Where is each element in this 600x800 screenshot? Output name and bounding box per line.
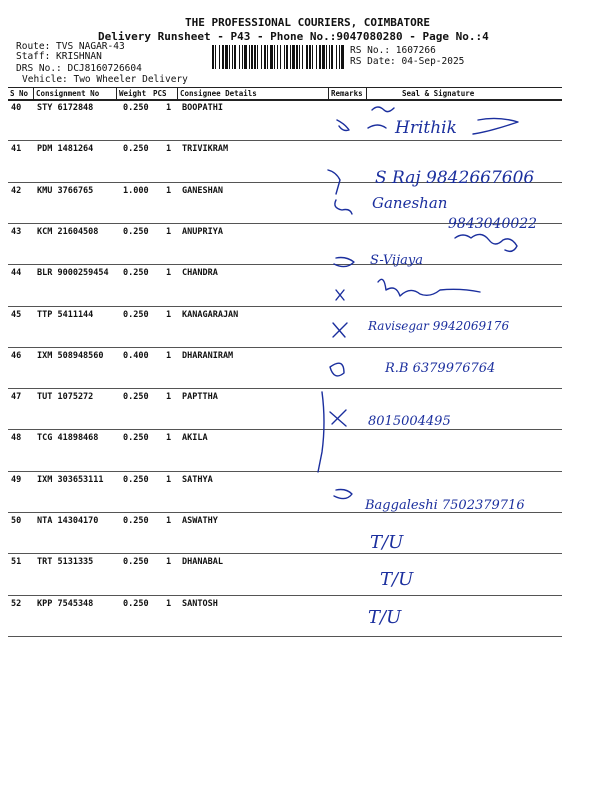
row-weight: 0.400 [123, 350, 149, 361]
row-consignment-no: PDM 1481264 [37, 144, 94, 155]
row-consignment-no: NTA 14304170 [37, 516, 99, 526]
tu-mark-50: T/U [370, 532, 404, 553]
signature-49: Baggaleshi 7502379716 [365, 498, 525, 513]
col-header-consignee: Consignee Details [180, 89, 257, 98]
row-pcs: 1 [166, 516, 172, 526]
row-consignee: ASWATHY [182, 516, 218, 526]
row-pcs: 1 [166, 103, 172, 113]
row-consignment-no: TRT 5131335 [37, 557, 94, 568]
staff-label: Staff: KRISHNAN [16, 51, 102, 62]
signature-46: R.B 6379976764 [385, 361, 496, 376]
row-pcs: 1 [166, 226, 172, 237]
row-consignee: AKILA [182, 433, 208, 444]
signature-41: S Raj 9842667606 [375, 168, 535, 188]
row-consignment-no: TTP 5411144 [37, 309, 94, 320]
row-sno: 50 [11, 516, 22, 526]
row-weight: 1.000 [123, 185, 149, 196]
route-label: Route: TVS NAGAR-43 [16, 41, 125, 52]
row-pcs: 1 [166, 309, 172, 320]
col-header-sno: S No [10, 89, 29, 98]
row-consignee: PAPTTHA [182, 392, 218, 403]
row-weight: 0.250 [123, 144, 149, 155]
row-consignment-no: TUT 1075272 [37, 392, 94, 403]
row-consignee: KANAGARAJAN [182, 309, 239, 320]
row-pcs: 1 [166, 144, 172, 155]
row-sno: 47 [11, 392, 22, 403]
row-sno: 51 [11, 557, 22, 568]
signature-45: Ravisegar 9942069176 [368, 319, 510, 333]
row-weight: 0.250 [123, 598, 149, 609]
row-weight: 0.250 [123, 516, 149, 526]
row-sno: 40 [11, 103, 22, 113]
signature-47: 8015004495 [368, 414, 451, 429]
row-pcs: 1 [166, 474, 172, 485]
signature-42: Ganeshan [372, 194, 448, 212]
row-consignee: DHANABAL [182, 557, 223, 568]
tu-mark-51: T/U [380, 569, 414, 590]
row-pcs: 1 [166, 433, 172, 444]
row-consignment-no: KMU 3766765 [37, 185, 94, 196]
row-weight: 0.250 [123, 392, 149, 403]
row-weight: 0.250 [123, 268, 149, 279]
row-consignee: TRIVIKRAM [182, 144, 229, 155]
signature-40: Hrithik [395, 118, 457, 138]
row-weight: 0.250 [123, 433, 149, 444]
row-consignment-no: STY 6172848 [37, 103, 94, 113]
row-weight: 0.250 [123, 309, 149, 320]
row-pcs: 1 [166, 350, 172, 361]
row-consignee: DHARANIRAM [182, 350, 234, 361]
row-consignee: CHANDRA [182, 268, 218, 279]
report-title: THE PROFESSIONAL COURIERS, COIMBATORE [185, 16, 431, 29]
row-consignee: ANUPRIYA [182, 226, 223, 237]
row-sno: 45 [11, 309, 22, 320]
row-pcs: 1 [166, 598, 172, 609]
col-header-seal: Seal & Signature [402, 89, 475, 98]
row-weight: 0.250 [123, 103, 149, 113]
rs-number: RS No.: 1607266 [350, 45, 436, 56]
col-header-pcs: PCS [153, 89, 167, 98]
col-header-remarks: Remarks [331, 89, 363, 98]
row-sno: 48 [11, 433, 22, 444]
row-consignee: SANTOSH [182, 598, 218, 609]
runsheet-subtitle: Delivery Runsheet - P43 - Phone No.:9047080280 - Page No.:4 [98, 30, 489, 43]
row-consignment-no: IXM 508948560 [37, 350, 104, 361]
row-consignment-no: BLR 9000259454 [37, 268, 109, 279]
row-sno: 43 [11, 226, 22, 237]
signature-44: S-Vijaya [370, 253, 424, 268]
row-consignment-no: IXM 303653111 [37, 474, 104, 485]
drs-number: DRS No.: DCJ8160726604 [16, 63, 142, 74]
row-pcs: 1 [166, 557, 172, 568]
row-consignee: GANESHAN [182, 185, 223, 196]
row-sno: 49 [11, 474, 22, 485]
row-sno: 52 [11, 598, 22, 609]
row-weight: 0.250 [123, 226, 149, 237]
tu-mark-52: T/U [368, 607, 402, 628]
row-pcs: 1 [166, 185, 172, 196]
signature-43-phone: 9843040022 [448, 216, 538, 232]
row-sno: 41 [11, 144, 22, 155]
row-sno: 44 [11, 268, 22, 279]
col-header-weight: Weight [119, 89, 147, 98]
row-pcs: 1 [166, 392, 172, 403]
row-sno: 46 [11, 350, 22, 361]
vehicle-label: Vehicle: Two Wheeler Delivery [22, 74, 188, 85]
row-sno: 42 [11, 185, 22, 196]
row-weight: 0.250 [123, 474, 149, 485]
row-pcs: 1 [166, 268, 172, 279]
row-consignment-no: KPP 7545348 [37, 598, 94, 609]
row-consignee: SATHYA [182, 474, 213, 485]
col-header-consignment: Consignment No [36, 89, 100, 98]
rs-date: RS Date: 04-Sep-2025 [350, 56, 465, 67]
row-weight: 0.250 [123, 557, 149, 568]
row-consignment-no: TCG 41898468 [37, 433, 99, 444]
row-consignee: BOOPATHI [182, 103, 223, 113]
row-consignment-no: KCM 21604508 [37, 226, 99, 237]
